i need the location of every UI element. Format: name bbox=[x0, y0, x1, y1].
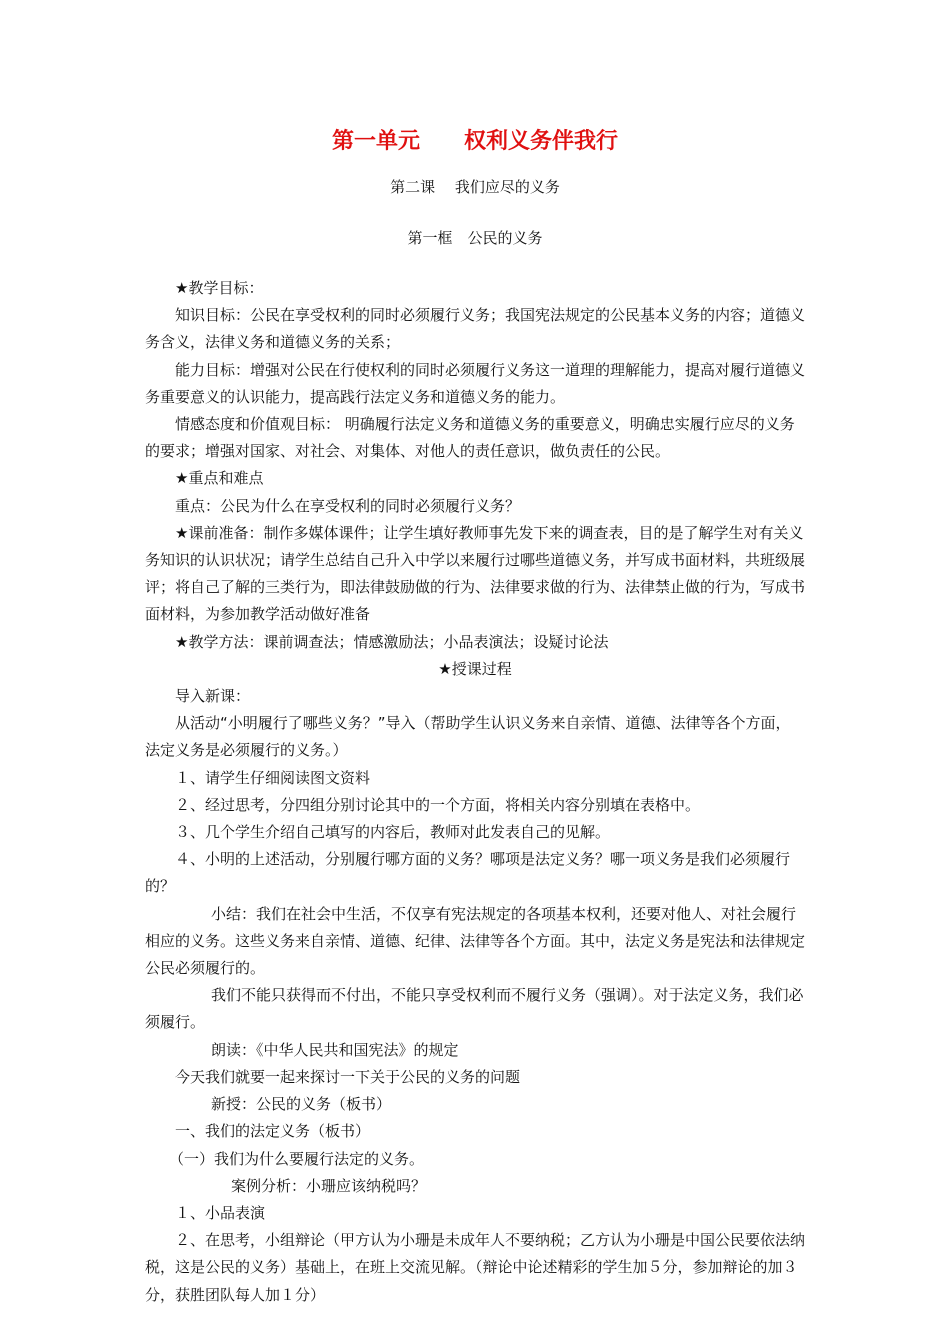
paragraph-case-analysis: 案例分析：小珊应该纳税吗？ bbox=[231, 1176, 427, 1195]
paragraph-ability-goal: 能力目标：增强对公民在行使权利的同时必须履行义务这一道理的理解能力，提高对履行道德义务重要意义的认识能力，提高践行法定义务和道德义务的能力。 bbox=[145, 360, 806, 406]
paragraph-preparation: ★课前准备：制作多媒体课件；让学生填好教师事先发下来的调查表，目的是了解学生对有关义务知识的认识状况；请学生总结自己升入中学以来履行过哪些道德义务，并写成书面材料，共班级展评；将自己了解的三类行为，即法律鼓励做的行为、法律要求做的行为、法律禁止做的行为，写成书面材料，为参加教学活动做好准备 bbox=[145, 523, 806, 624]
heading-teaching-goals: ★教学目标： bbox=[175, 279, 264, 297]
paragraph-new-lesson: 新授：公民的义务（板书） bbox=[211, 1095, 392, 1114]
paragraph-knowledge-goal: 知识目标：公民在享受权利的同时必须履行义务；我国宪法规定的公民基本义务的内容；道德义务含义，法律义务和道德义务的关系； bbox=[145, 306, 806, 352]
paragraph-intro-heading: 导入新课： bbox=[175, 687, 251, 706]
paragraph-emphasis: 我们不能只获得而不付出，不能只享受权利而不履行义务（强调）。对于法定义务，我们必须履行。 bbox=[145, 986, 804, 1032]
paragraph-intro-activity: 从活动“小明履行了哪些义务？”导入（帮助学生认识义务来自亲情、道德、法律等各个方面，法定义务是必须履行的义务。） bbox=[145, 714, 791, 760]
list-item-4: ４、小明的上述活动，分别履行哪方面的义务？哪项是法定义务？哪一项义务是我们必须履行的？ bbox=[145, 850, 791, 896]
heading-key-points: ★重点和难点 bbox=[175, 469, 264, 488]
lesson-title: 第二课 我们应尽的义务 bbox=[390, 178, 560, 196]
section-title: 第一框 公民的义务 bbox=[407, 229, 543, 247]
heading-teaching-process: ★授课过程 bbox=[438, 659, 512, 678]
list-item-debate: ２、在思考，小组辩论（甲方认为小珊是未成年人不要纳税；乙方认为小珊是中国公民要依法纳税，这是公民的义务）基础上，在班上交流见解。（辩论中论述精彩的学生加５分，参加辩论的加３分，获胜团队每人加１分） bbox=[145, 1231, 806, 1304]
document-body bbox=[145, 275, 805, 1309]
heading-why-duty: （一）我们为什么要履行法定的义务。 bbox=[169, 1149, 425, 1168]
list-item-2: ２、经过思考，分四组分别讨论其中的一个方面，将相关内容分别填在表格中。 bbox=[175, 795, 701, 814]
paragraph-methods: ★教学方法：课前调查法；情感激励法；小品表演法；设疑讨论法 bbox=[175, 632, 609, 651]
paragraph-key-point: 重点：公民为什么在享受权利的同时必须履行义务？ bbox=[175, 496, 521, 515]
paragraph-today: 今天我们就要一起来探讨一下关于公民的义务的问题 bbox=[175, 1067, 521, 1086]
list-item-1: １、请学生仔细阅读图文资料 bbox=[175, 768, 371, 787]
paragraph-reading: 朗读：《中华人民共和国宪法》的规定 bbox=[211, 1040, 459, 1059]
paragraph-summary: 小结：我们在社会中生活，不仅享有宪法规定的各项基本权利，还要对他人、对社会履行相应的义务。这些义务来自亲情、道德、纪律、法律等各个方面。其中，法定义务是宪法和法律规定公民必须履行的。 bbox=[145, 904, 806, 978]
list-item-3: ３、几个学生介绍自己填写的内容后，教师对此发表自己的见解。 bbox=[175, 823, 611, 842]
paragraph-emotion-goal: 情感态度和价值观目标： 明确履行法定义务和道德义务的重要意义，明确忠实履行应尽的义务的要求；增强对国家、对社会、对集体、对他人的责任意识，做负责任的公民。 bbox=[145, 415, 795, 461]
heading-legal-duty: 一、我们的法定义务（板书） bbox=[175, 1122, 371, 1141]
list-item-sketch: １、小品表演 bbox=[175, 1203, 266, 1222]
unit-title: 第一单元 权利义务伴我行 bbox=[331, 129, 618, 154]
